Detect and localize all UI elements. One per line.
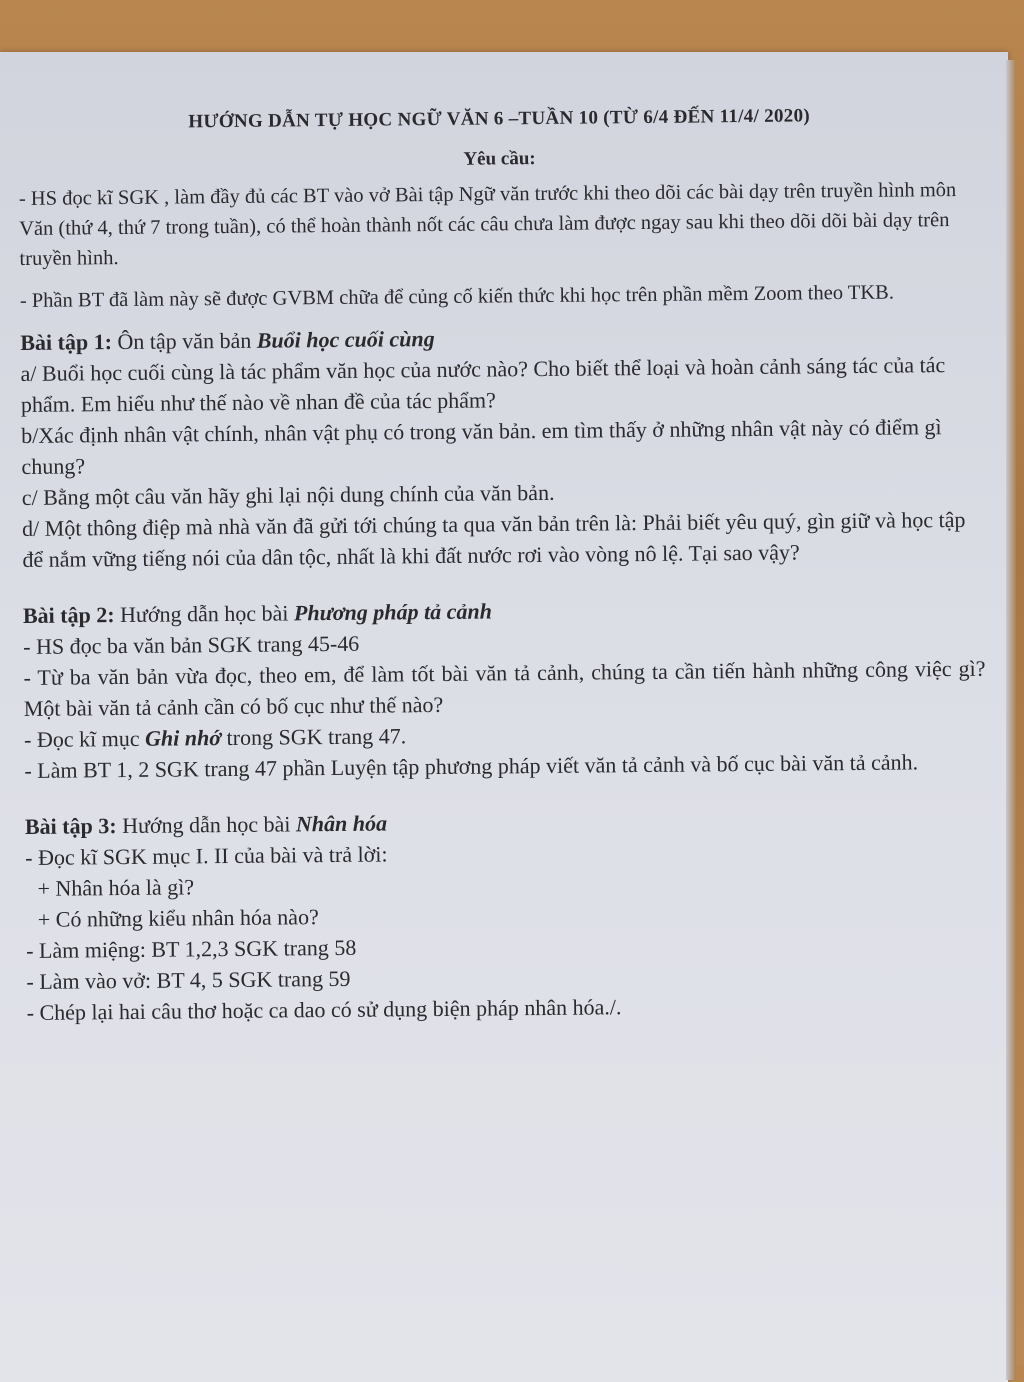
exercise-3-topic: Nhân hóa (295, 810, 388, 837)
exercise-3-label: Bài tập 3: (24, 813, 117, 839)
exercise-1-work-title: Buổi học cuối cùng (256, 326, 435, 353)
exercise-2-item-1: - HS đọc ba văn bản SGK trang 45-46 (23, 630, 360, 659)
exercise-1-question-a: a/ Buổi học cuối cùng là tác phẩm văn học của nước nào? Cho biết thể loại và hoàn cảnh sáng tác của tác phẩm. Em hiểu như thế nào về nhan đề của tác phẩm? (20, 352, 946, 417)
exercise-3-subitem-2: + Có những kiểu nhân hóa nào? (37, 904, 319, 932)
exercise-3-intro: Hướng dẫn học bài (116, 811, 297, 839)
exercise-3-item-1: - Đọc kĩ SGK mục I. II của bài và trả lời: (25, 841, 388, 870)
requirements-heading: Yêu cầu: (463, 148, 536, 170)
exercise-1-question-d: d/ Một thông điệp mà nhà văn đã gửi tới chúng ta qua văn bản trên là: Phải biết yêu quý, gìn giữ và học tập để nắm vững tiếng nói của dân tộc, nhất là khi đất nước rơi vào vòng nô lệ. Tại sao vậy? (21, 506, 966, 572)
exercise-2-label: Bài tập 2: (22, 602, 115, 628)
exercise-1-question-b: b/Xác định nhân vật chính, nhân vật phụ có trong văn bản. em tìm thấy ở những nhân vật này có điểm gì chung? (21, 414, 942, 479)
exercise-3-item-4: - Chép lại hai câu thơ hoặc ca dao có sử dụng biện pháp nhân hóa./. (26, 994, 622, 1025)
exercise-2-item-4: - Làm BT 1, 2 SGK trang 47 phần Luyện tập phương pháp viết văn tả cảnh và bố cục bài văn tả cảnh. (24, 749, 919, 783)
document-content (18, 95, 989, 1028)
exercise-3-item-2: - Làm miệng: BT 1,2,3 SGK trang 58 (26, 934, 357, 963)
exercise-1-question-c: c/ Bằng một câu văn hãy ghi lại nội dung chính của văn bản. (21, 479, 555, 510)
exercise-1-label: Bài tập 1: (20, 329, 113, 355)
requirements-paragraph-2: - Phần BT đã làm này sẽ được GVBM chữa để củng cố kiến thức khi học trên phần mềm Zoom theo TKB. (19, 281, 895, 312)
exercise-2-intro: Hướng dẫn học bài (114, 600, 295, 628)
exercise-2-item-3-post: trong SGK trang 47. (220, 723, 407, 751)
exercise-2-item-2: - Từ ba văn bản vừa đọc, theo em, để làm tốt bài văn tả cảnh, chúng ta cần tiến hành những công việc gì? Một bài văn tả cảnh cần có bố cục như thế nào? (23, 655, 986, 721)
paper-sheet (0, 52, 1008, 1382)
exercise-2-topic: Phương pháp tả cảnh (293, 598, 493, 626)
exercise-2-item-3-emphasis: Ghi nhớ (144, 725, 222, 751)
exercise-2-item-3-pre: - Đọc kĩ mục (23, 725, 146, 752)
document-title: HƯỚNG DẪN TỰ HỌC NGỮ VĂN 6 –TUẦN 10 (TỪ 6/4 ĐẾN 11/4/ 2020) (188, 105, 811, 133)
exercise-1-intro: Ôn tập văn bản (111, 327, 257, 355)
exercise-3-item-3: - Làm vào vở: BT 4, 5 SGK trang 59 (26, 965, 351, 994)
exercise-3-subitem-1: + Nhân hóa là gì? (37, 874, 195, 901)
requirements-paragraph-1: - HS đọc kĩ SGK , làm đầy đủ các BT vào vở Bài tập Ngữ văn trước khi theo dõi các bài dạy trên truyền hình môn Văn (thứ 4, thứ 7 trong tuần), có thể hoàn thành nốt các câu chưa làm được ngay sau khi theo dõi dõi bài dạy trên truyền hình. (18, 178, 957, 270)
